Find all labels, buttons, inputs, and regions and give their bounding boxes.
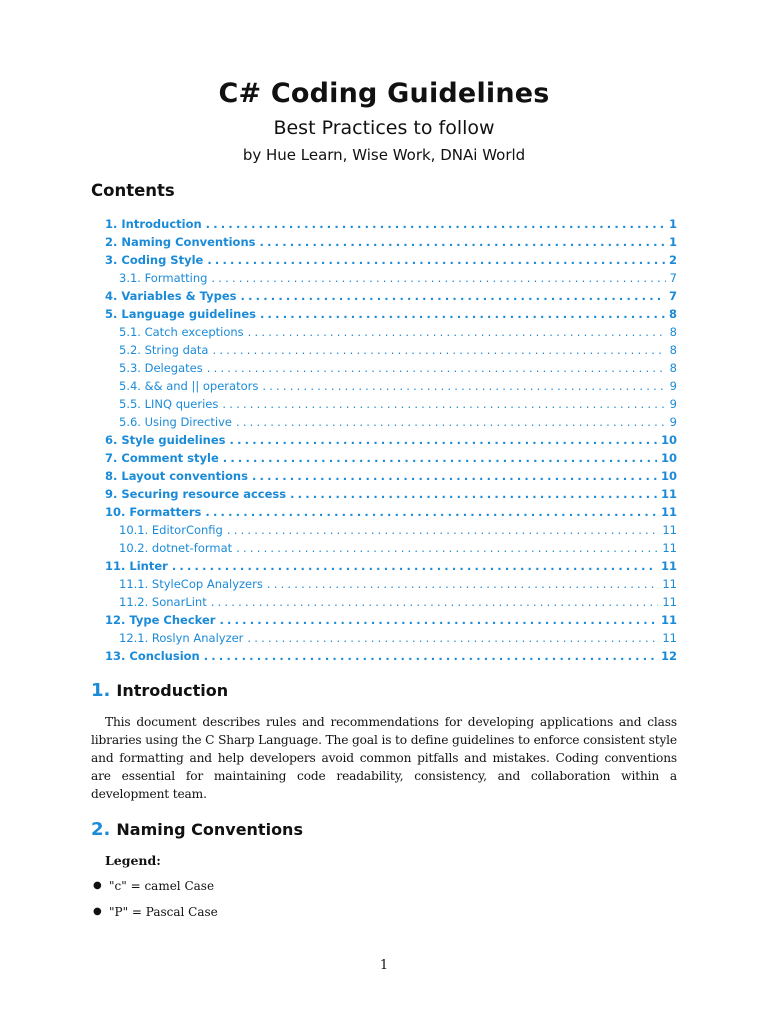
toc-link[interactable] xyxy=(105,305,677,323)
document-subtitle: Best Practices to follow xyxy=(273,117,495,139)
section-title: Introduction xyxy=(116,681,229,700)
contents-heading: Contents xyxy=(91,181,175,200)
toc-link[interactable] xyxy=(105,341,677,359)
toc-link[interactable] xyxy=(105,395,677,413)
toc-link[interactable] xyxy=(105,269,677,287)
legend-list xyxy=(91,877,218,929)
toc-leader-dots xyxy=(260,233,665,251)
page-number: 1 xyxy=(379,958,389,973)
toc-leader-dots xyxy=(205,503,657,521)
toc-link-label: 10. Formatters xyxy=(105,505,202,519)
toc-leader-dots xyxy=(290,485,657,503)
toc-link[interactable] xyxy=(105,593,677,611)
toc-page-number: 9 xyxy=(669,415,677,429)
toc-page-number: 11 xyxy=(660,613,677,627)
toc-page-number: 11 xyxy=(662,541,677,555)
toc-page-number: 9 xyxy=(669,397,677,411)
toc-page-number: 10 xyxy=(660,451,677,465)
toc-link[interactable] xyxy=(105,215,677,233)
document-authors: by Hue Learn, Wise Work, DNAi World xyxy=(242,146,526,164)
toc-leader-dots xyxy=(223,449,657,467)
toc-link[interactable] xyxy=(105,503,677,521)
toc-leader-dots xyxy=(207,359,666,377)
toc-link[interactable] xyxy=(105,575,677,593)
toc-link[interactable] xyxy=(105,251,677,269)
toc-leader-dots xyxy=(267,575,659,593)
toc-link[interactable] xyxy=(105,431,677,449)
toc-page-number: 11 xyxy=(662,577,677,591)
section-heading-naming-conventions xyxy=(91,819,303,840)
toc-link[interactable] xyxy=(105,233,677,251)
section-number: 2. xyxy=(91,819,111,840)
toc-link-label: 5.4. && and || operators xyxy=(119,379,259,393)
toc-leader-dots xyxy=(248,323,666,341)
legend-label: Legend: xyxy=(105,853,161,868)
document-title: C# Coding Guidelines xyxy=(218,78,550,109)
toc-link-label: 10.1. EditorConfig xyxy=(119,523,223,537)
toc-link-label: 11.1. StyleCop Analyzers xyxy=(119,577,263,591)
toc-leader-dots xyxy=(236,539,658,557)
toc-link-label: 9. Securing resource access xyxy=(105,487,287,501)
introduction-paragraph: This document describes rules and recommendations for developing applications and class libraries using the C Sharp Language. The goal is to define guidelines to enforce consistent style and formatting and help developers avoid common pitfalls and mistakes. Coding conventions are essential for maintaining code readability, consistency, and collaboration within a development team. xyxy=(91,715,677,801)
toc-link-label: 12. Type Checker xyxy=(105,613,216,627)
toc-leader-dots xyxy=(219,611,657,629)
toc-leader-dots xyxy=(262,377,665,395)
toc-leader-dots xyxy=(211,593,659,611)
toc-link-label: 3. Coding Style xyxy=(105,253,204,267)
toc-page-number: 8 xyxy=(669,325,677,339)
toc-page-number: 11 xyxy=(662,523,677,537)
toc-page-number: 11 xyxy=(662,631,677,645)
toc-page-number: 7 xyxy=(668,289,677,303)
toc-link-label: 7. Comment style xyxy=(105,451,219,465)
toc-page-number: 9 xyxy=(669,379,677,393)
section-title: Naming Conventions xyxy=(116,820,303,839)
toc-link[interactable] xyxy=(105,539,677,557)
toc-page-number: 1 xyxy=(668,217,677,231)
list-item xyxy=(91,877,218,903)
toc-page-number: 8 xyxy=(668,307,677,321)
toc-leader-dots xyxy=(252,467,657,485)
toc-page-number: 8 xyxy=(669,361,677,375)
toc-link[interactable] xyxy=(105,485,677,503)
toc-link-label: 11. Linter xyxy=(105,559,168,573)
toc-leader-dots xyxy=(227,521,659,539)
toc-page-number: 7 xyxy=(669,271,677,285)
toc-link[interactable] xyxy=(105,449,677,467)
bullet-icon: ● xyxy=(93,880,102,891)
toc-link-label: 4. Variables & Types xyxy=(105,289,237,303)
bullet-icon: ● xyxy=(93,906,102,917)
toc-link-label: 5.2. String data xyxy=(119,343,209,357)
toc-link[interactable] xyxy=(105,611,677,629)
toc-link[interactable] xyxy=(105,287,677,305)
toc-link[interactable] xyxy=(105,629,677,647)
toc-link[interactable] xyxy=(105,377,677,395)
toc-leader-dots xyxy=(247,629,658,647)
toc-link-label: 12.1. Roslyn Analyzer xyxy=(119,631,244,645)
legend-item-text: "P" = Pascal Case xyxy=(109,905,218,919)
toc-link[interactable] xyxy=(105,521,677,539)
toc-link-label: 13. Conclusion xyxy=(105,649,200,663)
toc-leader-dots xyxy=(212,341,665,359)
toc-leader-dots xyxy=(222,395,665,413)
toc-link-label: 6. Style guidelines xyxy=(105,433,226,447)
toc-leader-dots xyxy=(211,269,665,287)
toc-link-label: 5.1. Catch exceptions xyxy=(119,325,244,339)
toc-leader-dots xyxy=(206,215,665,233)
toc-page-number: 11 xyxy=(660,505,677,519)
toc-link-label: 5. Language guidelines xyxy=(105,307,256,321)
table-of-contents xyxy=(105,215,677,665)
toc-page-number: 8 xyxy=(669,343,677,357)
toc-link[interactable] xyxy=(105,323,677,341)
toc-link[interactable] xyxy=(105,467,677,485)
toc-link-label: 5.5. LINQ queries xyxy=(119,397,219,411)
toc-link-label: 3.1. Formatting xyxy=(119,271,208,285)
toc-link-label: 1. Introduction xyxy=(105,217,202,231)
toc-leader-dots xyxy=(204,647,657,665)
list-item xyxy=(91,903,218,929)
toc-link[interactable] xyxy=(105,557,677,575)
toc-page-number: 11 xyxy=(660,487,677,501)
toc-leader-dots xyxy=(236,413,666,431)
toc-link[interactable] xyxy=(105,413,677,431)
section-heading-introduction xyxy=(91,680,228,701)
toc-link-label: 10.2. dotnet-format xyxy=(119,541,233,555)
toc-leader-dots xyxy=(260,305,665,323)
toc-page-number: 1 xyxy=(668,235,677,249)
legend-item-text: "c" = camel Case xyxy=(109,879,215,893)
toc-link-label: 11.2. SonarLint xyxy=(119,595,207,609)
section-number: 1. xyxy=(91,680,111,701)
toc-page-number: 11 xyxy=(660,559,677,573)
toc-leader-dots xyxy=(230,431,657,449)
toc-link-label: 8. Layout conventions xyxy=(105,469,248,483)
toc-link[interactable] xyxy=(105,647,677,665)
toc-link[interactable] xyxy=(105,359,677,377)
toc-link-label: 5.6. Using Directive xyxy=(119,415,232,429)
toc-page-number: 2 xyxy=(668,253,677,267)
toc-leader-dots xyxy=(172,557,657,575)
toc-page-number: 12 xyxy=(660,649,677,663)
toc-page-number: 10 xyxy=(660,469,677,483)
toc-page-number: 10 xyxy=(660,433,677,447)
toc-leader-dots xyxy=(207,251,665,269)
toc-leader-dots xyxy=(241,287,665,305)
toc-link-label: 5.3. Delegates xyxy=(119,361,203,375)
toc-link-label: 2. Naming Conventions xyxy=(105,235,256,249)
toc-page-number: 11 xyxy=(662,595,677,609)
